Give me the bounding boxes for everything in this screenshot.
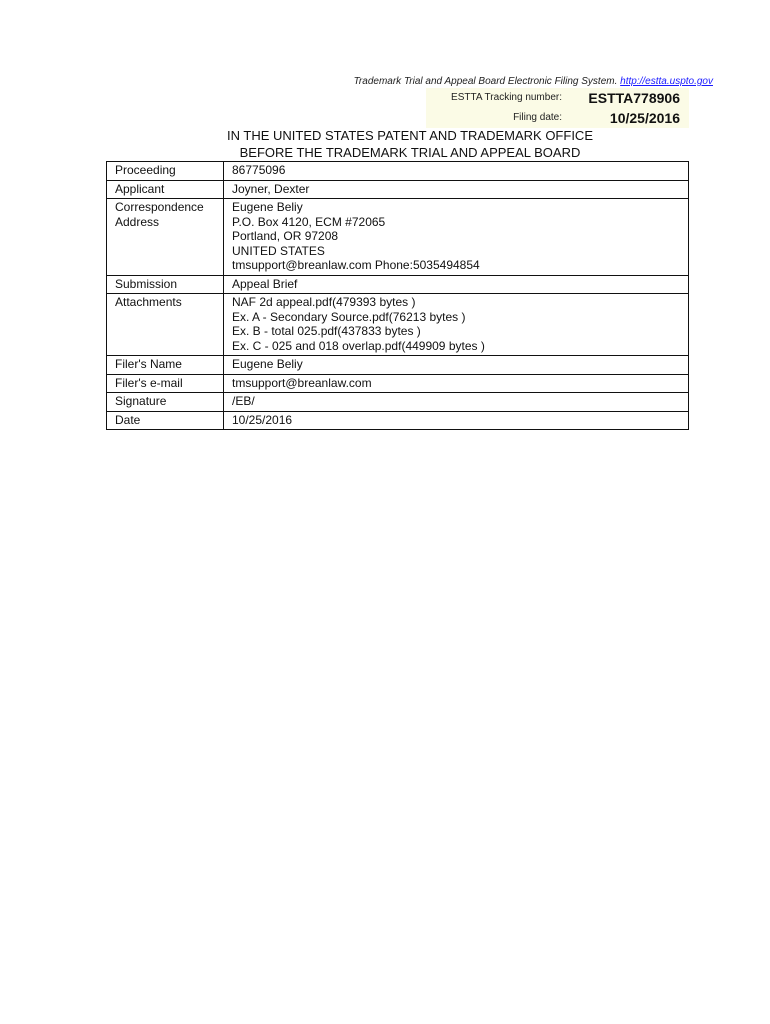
submission-value: Appeal Brief <box>224 275 689 294</box>
filing-details-table <box>106 161 689 430</box>
tracking-box <box>426 88 689 128</box>
table-row <box>107 374 689 393</box>
filer-name-value: Eugene Beliy <box>224 356 689 375</box>
attachments-value: NAF 2d appeal.pdf(479393 bytes ) Ex. A - Secondary Source.pdf(76213 bytes ) Ex. B - total 025.pdf(437833 bytes ) Ex. C - 025 and 018 overlap.pdf(449909 bytes ) <box>224 294 689 356</box>
document-title-line-1: IN THE UNITED STATES PATENT AND TRADEMARK OFFICE <box>227 128 593 143</box>
tracking-number-value: ESTTA778906 <box>588 90 680 106</box>
filing-date-value: 10/25/2016 <box>609 110 680 126</box>
attachments-label: Attachments <box>107 294 224 356</box>
document-title-line-2: BEFORE THE TRADEMARK TRIAL AND APPEAL BOARD <box>239 145 581 160</box>
filer-name-label: Filer's Name <box>107 356 224 375</box>
correspondence-value: Eugene Beliy P.O. Box 4120, ECM #72065 Portland, OR 97208 UNITED STATES tmsupport@breanlaw.com Phone:5035494854 <box>224 199 689 276</box>
applicant-value: Joyner, Dexter <box>224 180 689 199</box>
submission-label: Submission <box>107 275 224 294</box>
filing-date-label: Filing date: <box>513 112 562 123</box>
estta-link[interactable]: http://estta.uspto.gov <box>620 76 713 87</box>
table-row <box>107 411 689 430</box>
table-row <box>107 162 689 181</box>
filing-system-line <box>354 76 713 87</box>
signature-value: /EB/ <box>224 393 689 412</box>
date-label: Date <box>107 411 224 430</box>
filer-email-value: tmsupport@breanlaw.com <box>224 374 689 393</box>
filing-date-row <box>426 108 689 127</box>
proceeding-label: Proceeding <box>107 162 224 181</box>
table-row <box>107 393 689 412</box>
table-row <box>107 356 689 375</box>
proceeding-value: 86775096 <box>224 162 689 181</box>
applicant-label: Applicant <box>107 180 224 199</box>
table-row <box>107 199 689 276</box>
correspondence-label: Correspondence Address <box>107 199 224 276</box>
table-row <box>107 294 689 356</box>
filing-system-text: Trademark Trial and Appeal Board Electronic Filing System. <box>353 76 618 87</box>
tracking-number-row <box>426 88 689 107</box>
table-row <box>107 180 689 199</box>
tracking-number-label: ESTTA Tracking number: <box>451 92 562 103</box>
signature-label: Signature <box>107 393 224 412</box>
filer-email-label: Filer's e-mail <box>107 374 224 393</box>
table-row <box>107 275 689 294</box>
date-value: 10/25/2016 <box>224 411 689 430</box>
